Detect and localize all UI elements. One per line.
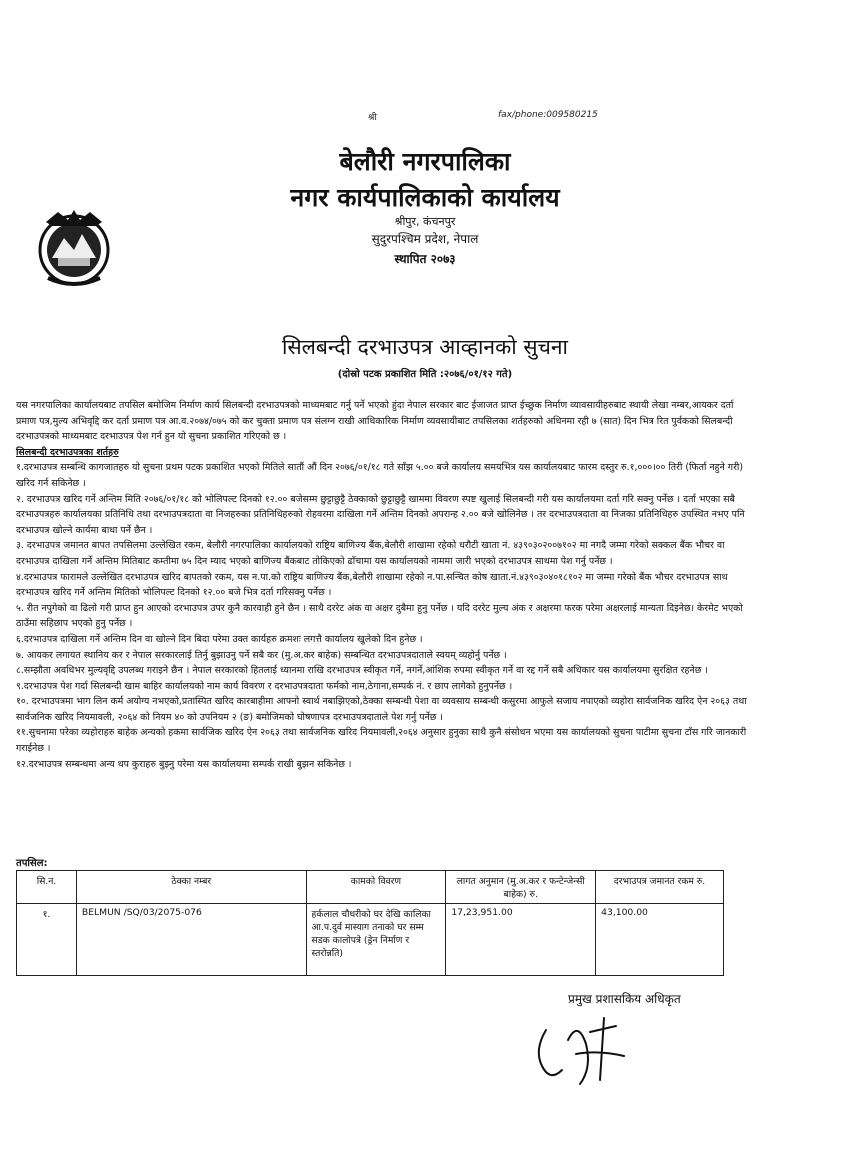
cell-contract-no: BELMUN /SQ/03/2075-076 (76, 904, 306, 976)
office-name: नगर कार्यपालिकाको कार्यालय (290, 183, 560, 212)
header-bid-security: दरभाउपत्र जमानत रकम रु. (596, 871, 724, 904)
condition-item: १२.दरभाउपत्र सम्बन्धमा अन्य थप कुराहरु बुझ्नु परेमा यस कार्यालयमा सम्पर्क राखी बुझन सकिनेछ । (16, 758, 352, 770)
table-row (17, 904, 724, 976)
table-header-row (17, 871, 724, 904)
address-line-2: सुदुरपश्चिम प्रदेश, नेपाल (371, 232, 479, 246)
intro-paragraph: यस नगरपालिका कार्यालयबाट तपसिल बमोजिम निर्माण कार्य सिलबन्दी दरभाउपत्रको माध्यमबाट गर्नु पर्ने भएको हुंदा नेपाल सरकार बाट ईजाजत प्राप्त ईच्छुक निर्माण व्यावसायीहरुबाट स्थायी लेखा नम्बर,आयकर दर्ता प्रमाण पत्र,मुल्य अभिवृद्दि कर दर्ता प्रमाण पत्र आ.व.२०७४/०७५ को कर चुक्ता प्रमाण पत्र संलग्न राखी आधिकारिक निर्माण व्यवसायीबाट तपसिलका शर्तहरुको अधिनमा रही ७ (सात) दिन भित्र रित पुर्वकको सिलबन्दी दरभाउपत्रको माध्यमबाट दरभाउपत्र पेश गर्न हुन यो सुचना प्रकाशित गरिएको छ । (16, 400, 734, 443)
header-description: कामको विवरण (306, 871, 446, 904)
condition-item: ५. रीत नपुगेको वा ढिलो गरी प्राप्त हुन आएको दरभाउपत्र उपर कुनै कारवाही हुने छैन । साथै दररेट अंक वा अक्षर दुबैमा हुनु पर्नेछ । यदि दररेट मुल्य अंक र अक्षरमा फरक परेमा अक्षरलाई मान्यता दिइनेछ। केरमेट भएको ठाउँमा सहिछाप भएको हुनु पर्नेछ । (16, 602, 743, 630)
condition-item: ३. दरभाउपत्र जमानत बापत तपसिलमा उल्लेखित रकम, बेलौरी नगरपालिका कार्यालयको राष्ट्रिय बाणिज्य बैंक,बेलौरी शाखामा रहेको धरौटी खाता नं. ४३९०३०२००७१०२ मा नगदै जम्मा गरेको सक्कल बैंक भौचर वा दरभाउपत्र दाखिला गर्ने अन्तिम मितिबाट कम्तीमा ७५ दिन म्याद भएको बाणिज्य बैंकबाट तोकिएको ढाँचामा यस कार्यालयको नाममा जारी भएको दरभाउपत्र साथमा पेश गर्नु पर्नेछ । (16, 540, 725, 567)
signature-icon (528, 1010, 638, 1095)
established-text: स्थापित २०७३ (394, 252, 456, 266)
header-contract-no: ठेक्का नम्बर (76, 871, 306, 904)
condition-item: ८.सम्झौता अवधिभर मुल्यवृद्दि उपलब्ध गराइने छैन । नेपाल सरकारको हितलाई ध्यानमा राखि दरभाउपत्र स्वीकृत गर्ने, नगर्ने,आंशिक रुपमा स्वीकृत गर्ने वा रद्द गर्ने सबै अधिकार यस कार्यालयमा सुरक्षित रहनेछ । (16, 665, 708, 677)
condition-item: १०. दरभाउपत्रमा भाग लिन कर्म अयोग्य नभएको,प्रतास्पित खरिद कारबाहीमा आफ्नो स्वार्थ नबाझिएको,ठेक्का सम्बन्धी पेशा वा व्यवसाय सम्बन्धी कसुरमा आफुले सजाय नपाएको व्यहोरा सार्वजनिक खरिद ऐन २०६३ तथा सार्वजनिक खरिद नियमावली, २०६४ को नियम ४० को उपनियम २ (ङ) बमोजिमको घोषणापत्र दरभाउपत्रदाताले पेश गर्नु पर्नेछ । (16, 696, 747, 723)
header-cost-estimate: लागत अनुमान (मु.अ.कर र फन्टेन्जेन्सी बाहेक) रु. (446, 871, 596, 904)
notice-body (16, 398, 754, 772)
shree-text: श्री (368, 113, 377, 123)
schedule-table (16, 870, 724, 976)
schedule-label: तपसिल: (16, 858, 48, 869)
cell-description: हर्कलाल चौधरीको घर देखि कालिका आ.प.दुर्व मास्याग तनाको घर सम्म सडक कालोपत्रे (ड्रेन निर्माण र स्तरोन्नति) (306, 904, 446, 976)
municipality-name: बेलौरी नगरपालिका (339, 147, 511, 176)
condition-item: २. दरभाउपत्र खरिद गर्ने अन्तिम मिति २०७६/०१/१८ को भोलिपल्ट दिनको १२.०० बजेसम्म छुट्टाछुट्टै ठेक्काको छुट्टाछुट्टै खाममा विवरण स्पष्ट खुलाई सिलबन्दी गरी यस कार्यालयमा दर्ता गरि सक्नु पर्नेछ । दर्ता भएका सबै दरभाउपत्रहरु कार्यालयका प्रतिनिधि तथा दरभाउपत्रदाता वा निजहरुका प्रतिनिधिहरुको रोहवरमा दाखिला गर्ने अन्तिम दिनको अपरान्ह २.०० बजे खोलिनेछ । तर दरभाउपत्रदाता वा निजका प्रतिनिधिहरु उपस्थित नभए पनि दरभाउपत्र खोल्ने कार्यमा बाधा पर्ने छैन । (16, 493, 745, 536)
condition-item: ४.दरभाउपत्र फारामले उल्लेखित दरभाउपत्र खरिद बापतको रकम, यस न.पा.को राष्ट्रिय बाणिज्य बैंक,बेलौरी शाखामा रहेको न.पा.सन्चित कोष खाता.नं.४३९०३०४०१८१०२ मा जम्मा गरेको बैंक भौचर दरभाउपत्र साथ दरभाउपत्र खरिद गर्ने अन्तिम मितिको भोलिपल्ट दिनको १२.०० बजे भित्र दर्ता गरिसक्नु पर्नेछ । (16, 571, 728, 599)
cell-bid-security: 43,100.00 (596, 904, 724, 976)
cell-cost-estimate: 17,23,951.00 (446, 904, 596, 976)
condition-item: १.दरभाउपत्र सम्बन्धि कागजातहरु यो सुचना प्रथम पटक प्रकाशित भएको मितिले सातौं औं दिन २०७६/०१/१८ गते साँझ ५.०० बजे कार्यालय समयभित्र यस कार्यालयबाट फारम दस्तुर रु.१,०००।०० तिरी (फिर्ता नहुने गरी) खरिद गर्न सकिनेछ । (16, 462, 743, 489)
header-sn: सि.न. (17, 871, 77, 904)
condition-item: ६.दरभाउपत्र दाखिला गर्ने अन्तिम दिन वा खोल्ने दिन बिदा परेमा उक्त कार्यहरु क्रमशः लगत्तै कार्यालय खुलेको दिन हुनेछ । (16, 633, 423, 645)
condition-item: ९.दरभाउपत्र पेश गर्दा सिलबन्दी खाम बाहिर कार्यालयको नाम कार्य विवरण र दरभाउपत्रदाता फर्मको नाम,ठेगाना,सम्पर्क नं. र छाप लागेको हुनुपर्नेछ । (16, 680, 513, 692)
officer-title: प्रमुख प्रशासकिय अधिकृत (568, 992, 681, 1006)
address-line-1: श्रीपुर, कंचनपुर (394, 215, 456, 228)
notice-subtitle: (दोस्रो पटक प्रकाशित मिति :२०७६/०१/१२ गते) (337, 369, 513, 380)
notice-title: सिलबन्दी दरभाउपत्र आव्हानको सुचना (282, 335, 568, 359)
fax-number: fax/phone:009580215 (498, 110, 598, 120)
condition-item: ११.सुचनामा परेका व्यहोराहरु बाहेक अन्यको हकमा सार्वजिक खरिद ऐन २०६३ तथा सार्वजनिक खरिद नियमावली,२०६४ अनुसार हुनुका साथै कुनै संसोधन भएमा यस कार्यालयको सुचना पाटीमा सुचना टाँस गरि जानकारी गराईनेछ । (16, 727, 747, 755)
cell-sn: १. (17, 904, 77, 976)
condition-item: ७. आयकर लगायत स्थानिय कर र नेपाल सरकारलाई तिर्नु बुझाउनु पर्ने सबै कर (मु.अ.कर बाहेक) सम्बन्धित दरभाउपत्रदाताले स्वयम् व्यहोर्नु पर्नेछ । (16, 649, 507, 661)
conditions-heading: सिलबन्दी दरभाउपत्रका शर्तहरु (16, 446, 119, 458)
